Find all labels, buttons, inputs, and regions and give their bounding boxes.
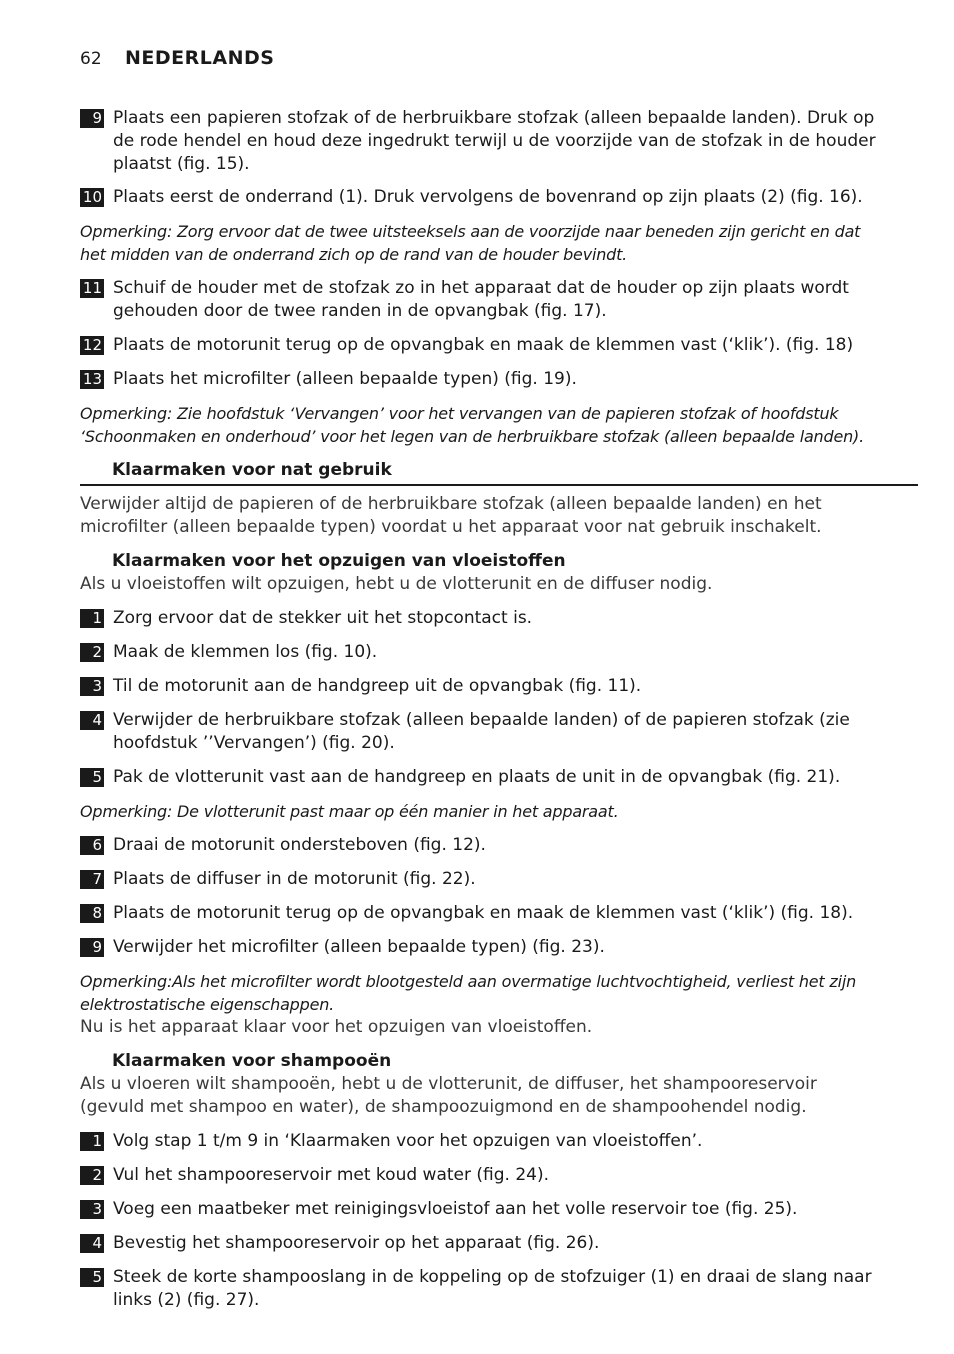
step-text: Verwijder de herbruikbare stofzak (alleen bepaalde landen) of de papieren stofzak (zie hoofdstuk ’’Vervangen’) (fig. 20).	[113, 710, 850, 753]
step-number: 9	[80, 109, 104, 128]
section-intro: Verwijder altijd de papieren of de herbruikbare stofzak (alleen bepaalde landen) en het microfilter (alleen bepaalde typen) voordat u het apparaat voor nat gebruik inschakelt.	[80, 494, 822, 537]
step-number: 12	[80, 336, 104, 355]
step-item	[80, 902, 886, 925]
step-text: Zorg ervoor dat de stekker uit het stopcontact is.	[113, 608, 533, 628]
step-text: Plaats de motorunit terug op de opvangbak en maak de klemmen vast (‘klik’). (fig. 18)	[113, 335, 854, 355]
section-heading: Klaarmaken voor nat gebruik	[80, 459, 918, 486]
step-item	[80, 334, 886, 357]
step-item	[80, 1198, 886, 1221]
step-number: 5	[80, 1268, 104, 1287]
page-number: 62	[80, 49, 102, 69]
step-number: 2	[80, 643, 104, 662]
step-text: Plaats de motorunit terug op de opvangbak en maak de klemmen vast (‘klik’) (fig. 18).	[113, 903, 854, 923]
step-text: Plaats een papieren stofzak of de herbruikbare stofzak (alleen bepaalde landen). Druk op de rode hendel en houd deze ingedrukt terwijl u de voorzijde van de stofzak in de houder plaatst (fig. 15).	[113, 108, 876, 174]
step-number: 8	[80, 904, 104, 923]
step-item	[80, 1232, 886, 1255]
step-item	[80, 1164, 886, 1187]
note: Opmerking:Als het microfilter wordt blootgesteld aan overmatige luchtvochtigheid, verliest het zijn elektrostatische eigenschappen.	[80, 972, 857, 1014]
step-text: Draai de motorunit ondersteboven (fig. 12).	[113, 835, 486, 855]
step-text: Maak de klemmen los (fig. 10).	[113, 642, 378, 662]
step-text: Pak de vlotterunit vast aan de handgreep en plaats de unit in de opvangbak (fig. 21).	[113, 767, 841, 787]
subsection-heading: Klaarmaken voor shampooën	[112, 1051, 392, 1071]
step-number: 2	[80, 1166, 104, 1185]
step-number: 9	[80, 938, 104, 957]
step-number: 3	[80, 677, 104, 696]
step-item	[80, 766, 886, 789]
step-item	[80, 709, 886, 755]
step-number: 10	[80, 188, 104, 207]
step-number: 7	[80, 870, 104, 889]
step-text: Vul het shampooreservoir met koud water (fig. 24).	[113, 1165, 549, 1185]
step-text: Plaats eerst de onderrand (1). Druk vervolgens de bovenrand op zijn plaats (2) (fig. 16).	[113, 187, 863, 207]
step-list	[80, 368, 886, 391]
step-text: Schuif de houder met de stofzak zo in het apparaat dat de houder op zijn plaats wordt gehouden door de twee randen in de opvangbak (fig. 17).	[113, 278, 849, 321]
step-number: 3	[80, 1200, 104, 1219]
step-list	[80, 277, 886, 323]
step-text: Plaats de diffuser in de motorunit (fig. 22).	[113, 869, 476, 889]
step-item	[80, 1266, 886, 1312]
step-item	[80, 834, 886, 857]
step-text: Volg stap 1 t/m 9 in ‘Klaarmaken voor het opzuigen van vloeistoffen’.	[113, 1131, 703, 1151]
subsection-heading: Klaarmaken voor het opzuigen van vloeistoffen	[112, 551, 566, 571]
step-number: 4	[80, 1234, 104, 1253]
ready-text: Nu is het apparaat klaar voor het opzuigen van vloeistoffen.	[80, 1017, 593, 1037]
note: Opmerking: De vlotterunit past maar op één manier in het apparaat.	[80, 802, 619, 821]
step-number: 4	[80, 711, 104, 730]
step-number: 13	[80, 370, 104, 389]
page-header	[80, 47, 274, 69]
step-number: 6	[80, 836, 104, 855]
step-item	[80, 186, 886, 209]
step-number: 11	[80, 279, 104, 298]
step-list	[80, 107, 886, 176]
step-number: 1	[80, 609, 104, 628]
step-list	[80, 186, 886, 209]
step-item	[80, 107, 886, 176]
step-number: 1	[80, 1132, 104, 1151]
step-text: Bevestig het shampooreservoir op het apparaat (fig. 26).	[113, 1233, 600, 1253]
step-item	[80, 368, 886, 391]
step-number: 5	[80, 768, 104, 787]
step-text: Plaats het microfilter (alleen bepaalde typen) (fig. 19).	[113, 369, 577, 389]
step-item	[80, 675, 886, 698]
step-item	[80, 868, 886, 891]
note: Opmerking: Zorg ervoor dat de twee uitsteeksels aan de voorzijde naar beneden zijn gericht en dat het midden van de onderrand zich op de rand van de houder bevindt.	[80, 222, 861, 264]
subsection-intro: Als u vloeren wilt shampooën, hebt u de vlotterunit, de diffuser, het shampooreservoir (gevuld met shampoo en water), de shampoozuigmond en de shampoohendel nodig.	[80, 1074, 817, 1117]
step-item	[80, 641, 886, 664]
step-text: Steek de korte shampooslang in de koppeling op de stofzuiger (1) en draai de slang naar links (2) (fig. 27).	[113, 1267, 872, 1310]
subsection-intro: Als u vloeistoffen wilt opzuigen, hebt u de vlotterunit en de diffuser nodig.	[80, 574, 713, 594]
step-item	[80, 607, 886, 630]
step-text: Verwijder het microfilter (alleen bepaalde typen) (fig. 23).	[113, 937, 605, 957]
step-item	[80, 277, 886, 323]
step-item	[80, 936, 886, 959]
step-text: Til de motorunit aan de handgreep uit de opvangbak (fig. 11).	[113, 676, 642, 696]
section-language-title: NEDERLANDS	[125, 47, 275, 69]
step-text: Voeg een maatbeker met reinigingsvloeistof aan het volle reservoir toe (fig. 25).	[113, 1199, 798, 1219]
step-list	[80, 334, 886, 357]
note: Opmerking: Zie hoofdstuk ‘Vervangen’ voor het vervangen van de papieren stofzak of hoofdstuk ‘Schoonmaken en onderhoud’ voor het legen van de herbruikbare stofzak (alleen bepaalde landen).	[80, 404, 864, 446]
step-item	[80, 1130, 886, 1153]
